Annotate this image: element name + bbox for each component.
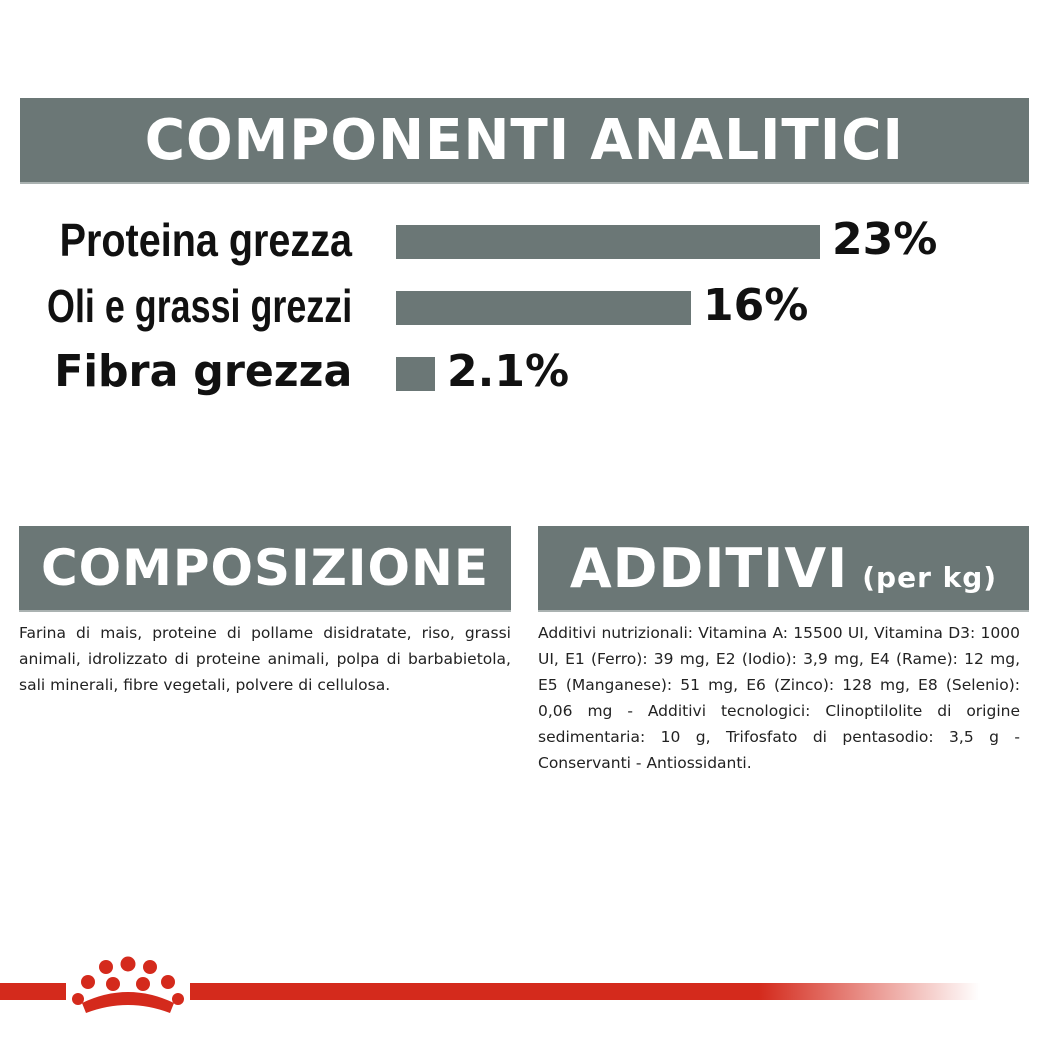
analytic-components-banner (20, 98, 1029, 184)
analytic-components-title: COMPONENTI ANALITICI (144, 107, 905, 173)
analytic-row-label: Oli e grassi grezzi (46, 280, 352, 332)
analytic-row-label: Fibra grezza (53, 346, 352, 397)
analytic-row-fiber (0, 340, 1049, 404)
analytic-row-label: Proteina grezza (59, 214, 352, 266)
analytic-row-value: 16% (703, 280, 809, 331)
footer-red-line-right (190, 983, 980, 1000)
analytic-row-bar (396, 225, 820, 259)
additives-banner (538, 526, 1029, 612)
additives-text: Additivi nutrizionali: Vitamina A: 15500 UI, Vitamina D3: 1000 UI, E1 (Ferro): 39 mg, E2 (Iodio): 3,9 mg, E4 (Rame): 12 mg, E5 (Manganese): 51 mg, E6 (Zinco): 128 mg, E8 (Selenio): 0,06 mg - Additivi tecnologici: Clinoptilolite di origine sedimentaria: 10 g, Trifosfato di pentasodio: 3,5 g - Conservanti - Antiossidanti. (538, 624, 1020, 772)
analytic-row-value: 23% (832, 214, 938, 265)
analytic-row-fat (0, 274, 1049, 338)
analytic-row-value: 2.1% (447, 346, 570, 397)
composition-banner (19, 526, 511, 612)
additives-unit: (per kg) (862, 560, 998, 594)
footer-red-line-left (0, 983, 66, 1000)
additives-title: ADDITIVI (569, 536, 849, 600)
analytic-row-bar (396, 291, 691, 325)
composition-title: COMPOSIZIONE (40, 539, 490, 597)
crown-icon (66, 955, 190, 1021)
analytic-row-bar (396, 357, 435, 391)
analytic-row-protein (0, 208, 1049, 272)
composition-text: Farina di mais, proteine di pollame disidratate, riso, grassi animali, idrolizzato di proteine animali, polpa di barbabietola, sali minerali, fibre vegetali, polvere di cellulosa. (19, 624, 511, 694)
